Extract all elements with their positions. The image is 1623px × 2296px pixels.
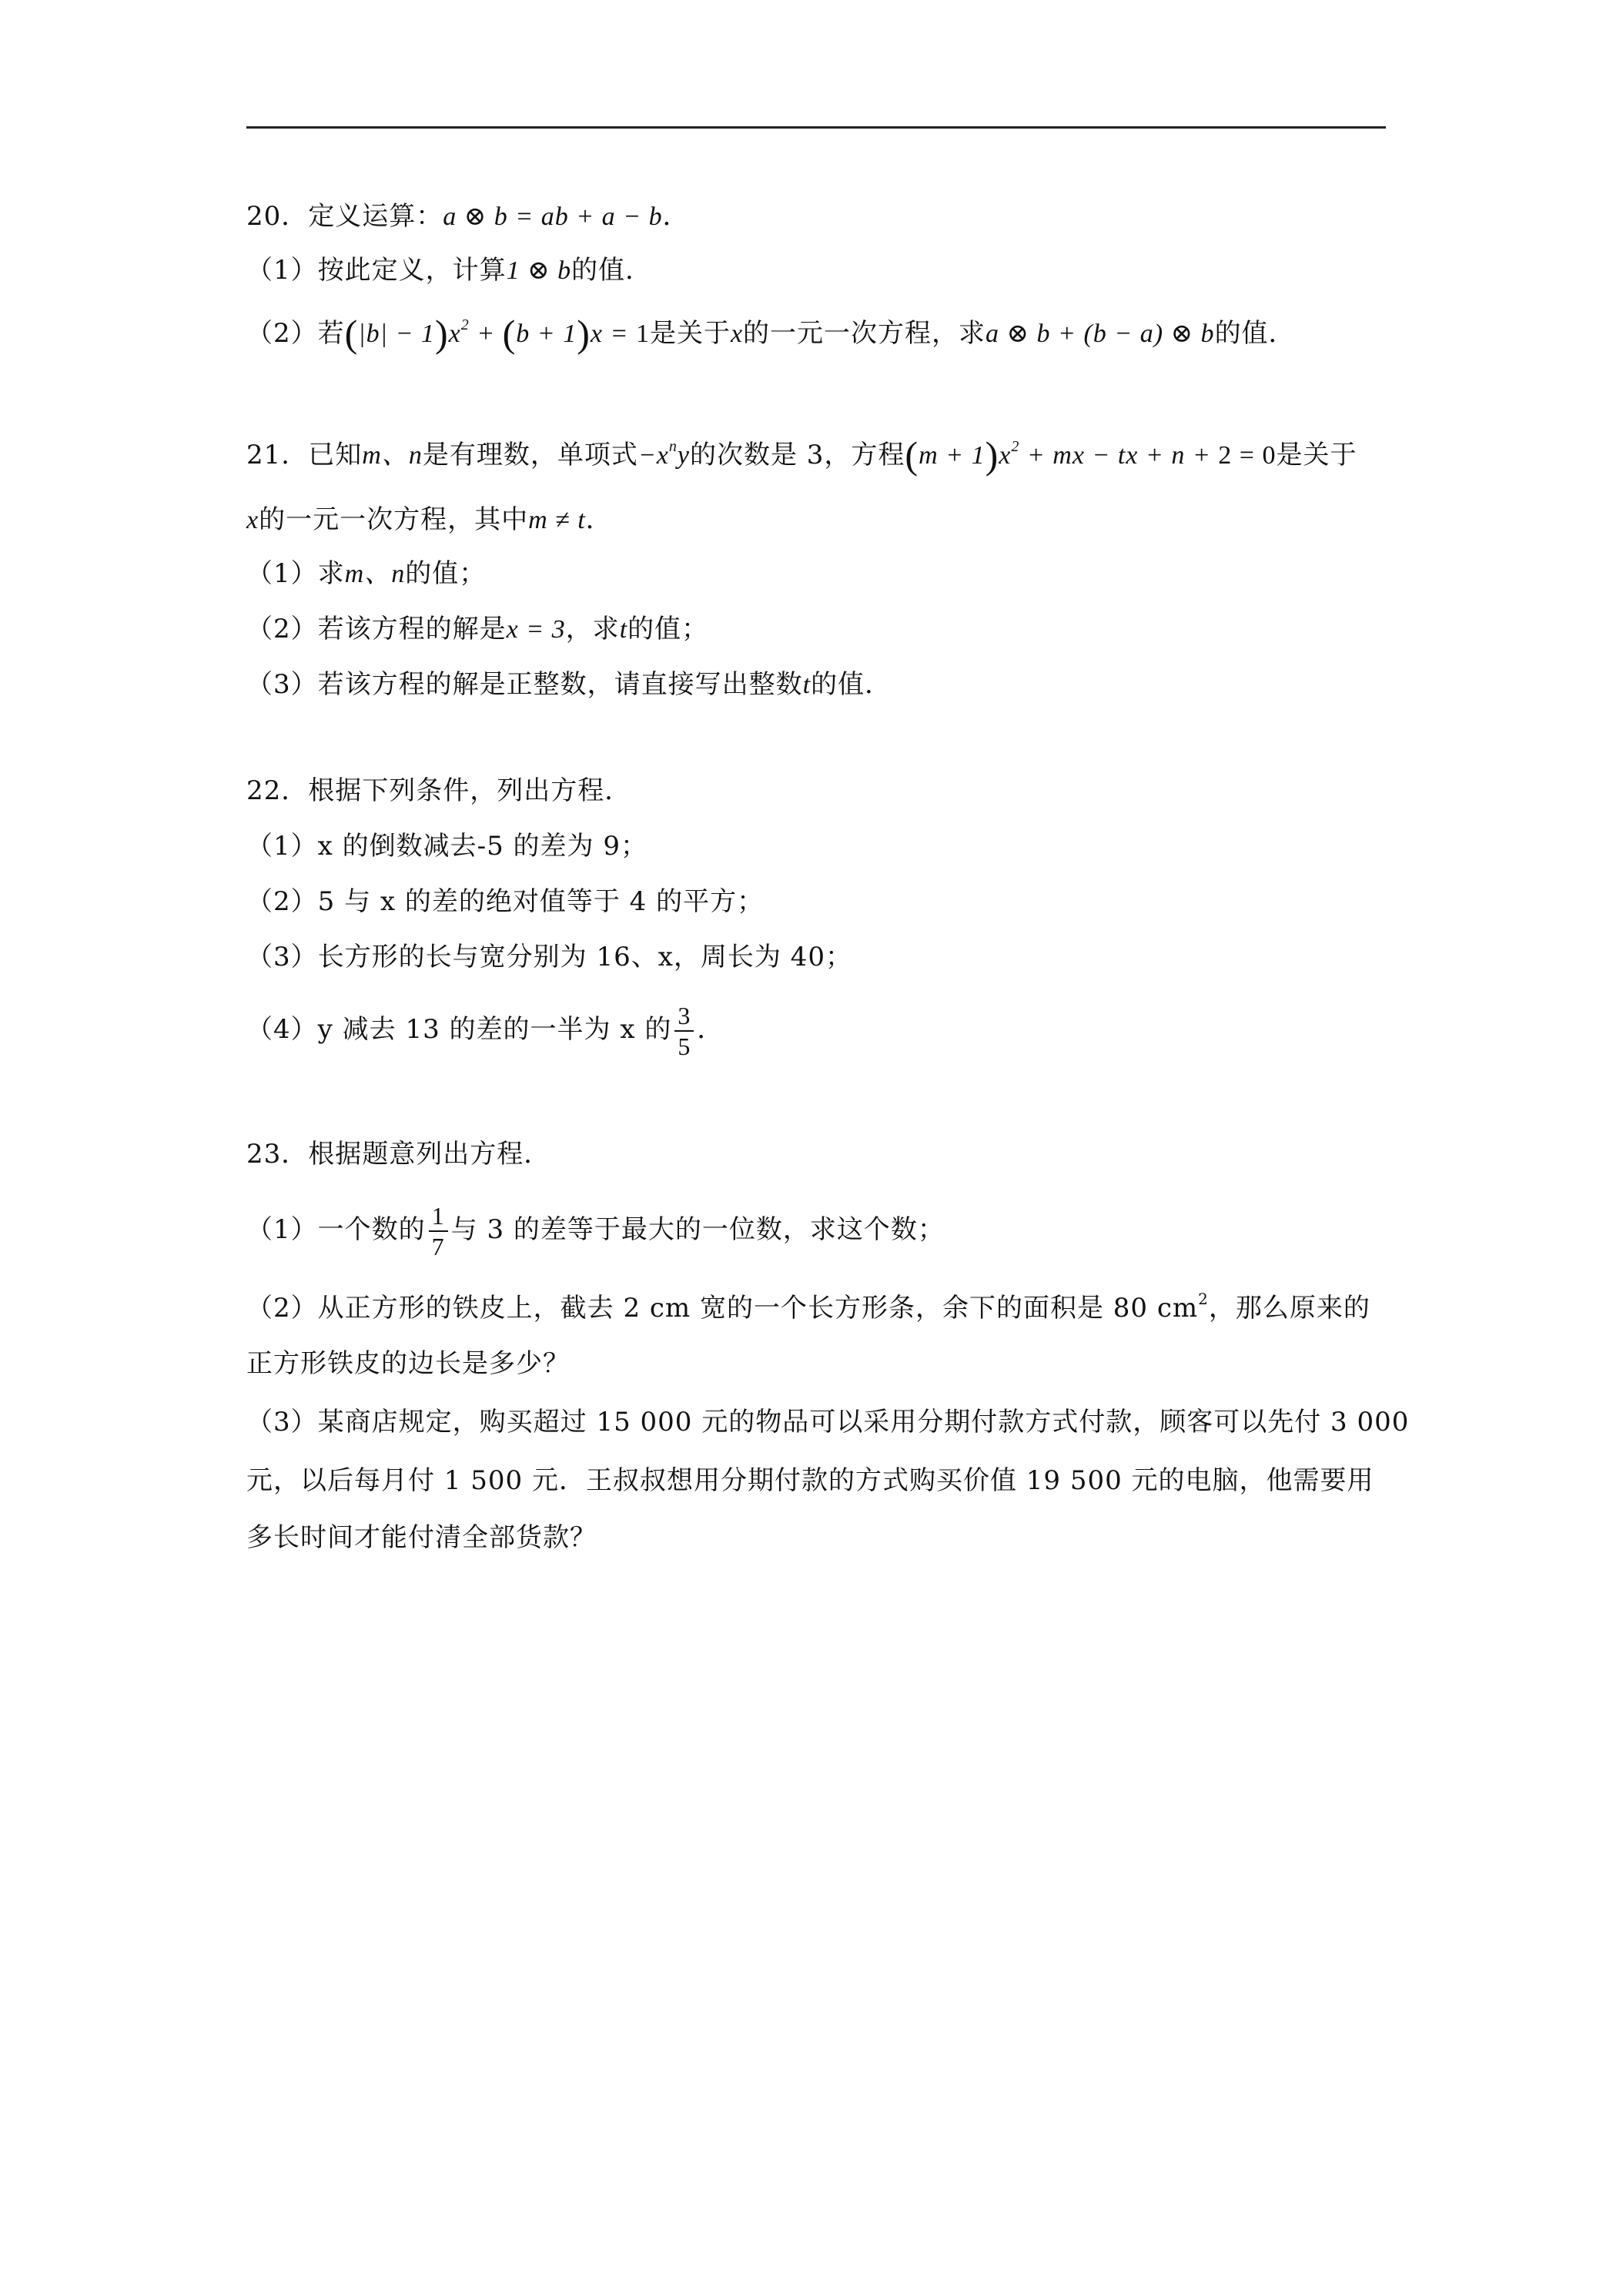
q23-part2-line2: 正方形铁皮的边长是多少？	[246, 1348, 570, 1379]
q23-fraction: $\frac{1}{7}$	[429, 1201, 448, 1261]
q21-part2: （2）若该方程的解是x = 3，求t的值；	[246, 614, 709, 644]
q21-equation: $(m + 1)x^2$ + mx − tx + n + 2 = 0	[905, 433, 1277, 477]
q22-part2: （2）5 与 x 的差的绝对值等于 4 的平方；	[246, 886, 765, 917]
q21-monomial: $-x^ny$	[637, 438, 690, 470]
header-rule	[246, 126, 1386, 129]
q23-part3-line2: 元，以后每月付 1 500 元．王叔叔想用分期付款的方式购买价值 19 500 元的电脑，他需要用	[246, 1465, 1374, 1496]
q22-title: 22．根据下列条件，列出方程．	[246, 775, 632, 806]
q20-part1-expr: 1 ⊗ b	[506, 256, 572, 285]
q21-part1: （1）求m、n的值；	[246, 558, 487, 589]
q22-part4: （4）y 减去 13 的差的一半为 x 的 $\frac{3}{5}$ ．	[246, 1002, 724, 1060]
q21-part3: （3）若该方程的解是正整数，请直接写出整数t的值．	[246, 669, 892, 700]
q23-part3-line3: 多长时间才能付清全部货款？	[246, 1522, 597, 1553]
q22-part3: （3）长方形的长与宽分别为 16、x，周长为 40；	[246, 942, 852, 972]
q23-title: 23．根据题意列出方程．	[246, 1139, 551, 1170]
q22-part1: （1）x 的倒数减去-5 的差为 9；	[246, 831, 648, 862]
q22-fraction: $\frac{3}{5}$	[674, 1001, 694, 1061]
q20-part2-equation: $(|b| - 1)x^2 + (b + 1)x = 1$	[344, 312, 650, 355]
q21-line1: 21．已知m、n是有理数，单项式$-x^ny$的次数是 3，方程$(m + 1)x^2$ + mx − tx + n + 2 = 0是关于	[246, 433, 1357, 477]
q23-part3-line1: （3）某商店规定，购买超过 15 000 元的物品可以采用分期付款方式付款，顾客可以先付 3 000	[246, 1407, 1410, 1438]
q20-part1: （1）按此定义，计算1 ⊗ b的值．	[246, 255, 653, 286]
q20-part2-target-expr: a ⊗ b + (b − a) ⊗ b	[986, 320, 1215, 348]
q23-part1: （1）一个数的 $\frac{1}{7}$ 与 3 的差等于最大的一位数，求这个数；	[246, 1202, 945, 1260]
q20-definition-expr: a ⊗ b = ab + a − b	[443, 202, 663, 231]
q20-part2: （2）若$(|b| - 1)x^2 + (b + 1)x = 1$是关于x的一元一次方程，求a ⊗ b + (b − a) ⊗ b的值．	[246, 312, 1296, 355]
q21-line2: x的一元一次方程，其中m ≠ t．	[246, 504, 613, 535]
q23-part2-line1: （2）从正方形的铁皮上，截去 2 cm 宽的一个长方形条，余下的面积是 80 $cm^2$，那么原来的	[246, 1290, 1370, 1324]
q20-title: 20．定义运算：a ⊗ b = ab + a − b．	[246, 201, 690, 232]
